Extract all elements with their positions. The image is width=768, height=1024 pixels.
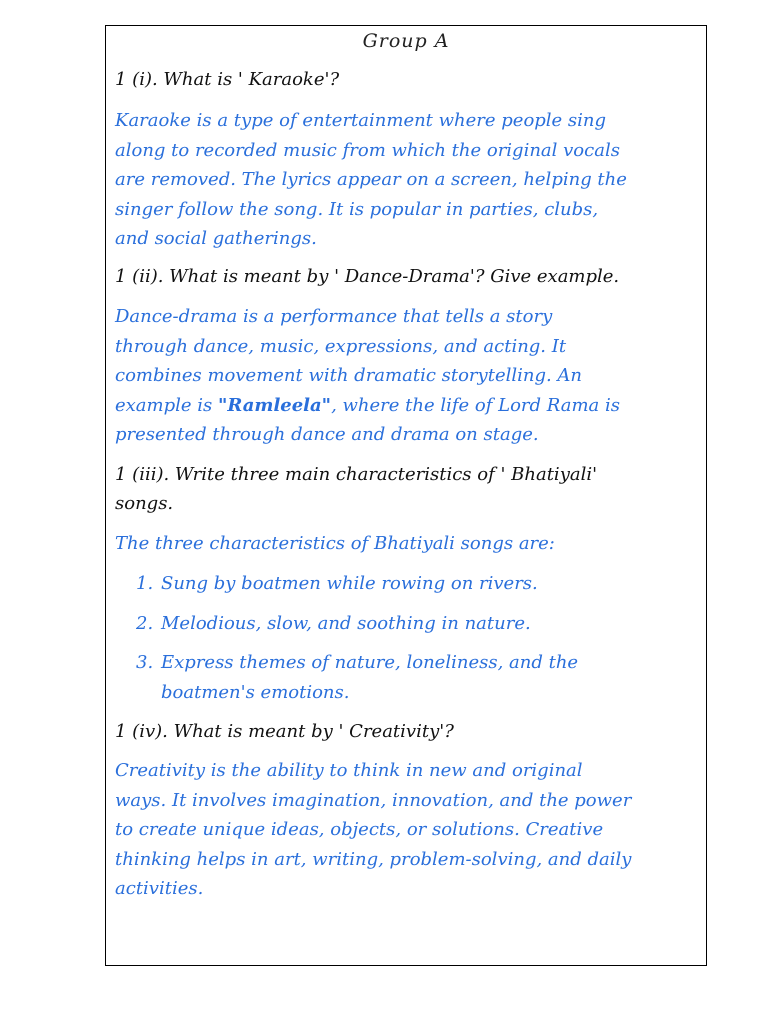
answer-4-line: activities.	[115, 878, 204, 899]
answer-2-line: Dance-drama is a performance that tells a story	[115, 306, 553, 327]
example-name: "Ramleela"	[217, 394, 332, 416]
list-item	[136, 648, 696, 707]
question-1-label: 1 (i). What is ' Karaoke'?	[115, 69, 340, 90]
list-item-number: 2.	[136, 612, 154, 634]
question-4-label: 1 (iv). What is meant by ' Creativity'?	[115, 721, 454, 742]
answer-2-line: through dance, music, expressions, and acting. It	[115, 335, 567, 357]
group-title: Group A	[362, 30, 450, 52]
example-prefix: example is	[115, 394, 218, 416]
answer-4	[115, 756, 700, 904]
answer-sheet	[105, 25, 707, 966]
list-item-text	[161, 648, 696, 707]
answer-2-line: presented through dance and drama on stage.	[115, 424, 539, 445]
answer-1-line: Karaoke is a type of entertainment where people sing	[115, 110, 607, 131]
list-item	[136, 609, 696, 639]
list-item-number: 3.	[136, 652, 154, 673]
answer-3-intro: The three characteristics of Bhatiyali songs are:	[115, 533, 555, 554]
answer-1-line: are removed. The lyrics appear on a screen, helping the	[115, 169, 627, 190]
list-item	[136, 569, 696, 599]
example-suffix: , where the life of Lord Rama is	[331, 394, 620, 416]
characteristics-list	[136, 569, 696, 717]
answer-1-line: and social gatherings.	[115, 228, 317, 249]
list-item-line: Sung by boatmen while rowing on rivers.	[161, 573, 538, 594]
list-item-number: 1.	[136, 573, 154, 594]
answer-2-example-line	[115, 391, 700, 421]
list-item-text	[161, 569, 696, 599]
answer-1	[115, 106, 700, 254]
question-2-label: 1 (ii). What is meant by ' Dance-Drama'? Give example.	[115, 266, 620, 287]
question-3-label-line: 1 (iii). Write three main characteristics of ' Bhatiyali'	[115, 464, 598, 485]
answer-1-line: singer follow the song. It is popular in parties, clubs,	[115, 198, 599, 220]
answer-2-line: combines movement with dramatic storytelling. An	[115, 365, 583, 386]
answer-4-line: thinking helps in art, writing, problem-solving, and daily	[115, 848, 632, 870]
question-3-label	[115, 460, 695, 518]
answer-1-line: along to recorded music from which the original vocals	[115, 139, 620, 161]
question-3-label-line: songs.	[115, 493, 174, 514]
list-item-line: boatmen's emotions.	[161, 681, 350, 703]
answer-4-line: Creativity is the ability to think in new and original	[115, 760, 583, 781]
answer-4-line: ways. It involves imagination, innovation, and the power	[115, 789, 632, 811]
list-item-text	[161, 609, 696, 639]
answer-2	[115, 302, 700, 450]
answer-4-line: to create unique ideas, objects, or solutions. Creative	[115, 819, 604, 840]
list-item-line: Express themes of nature, loneliness, and the	[161, 652, 579, 673]
list-item-line: Melodious, slow, and soothing in nature.	[161, 612, 531, 634]
